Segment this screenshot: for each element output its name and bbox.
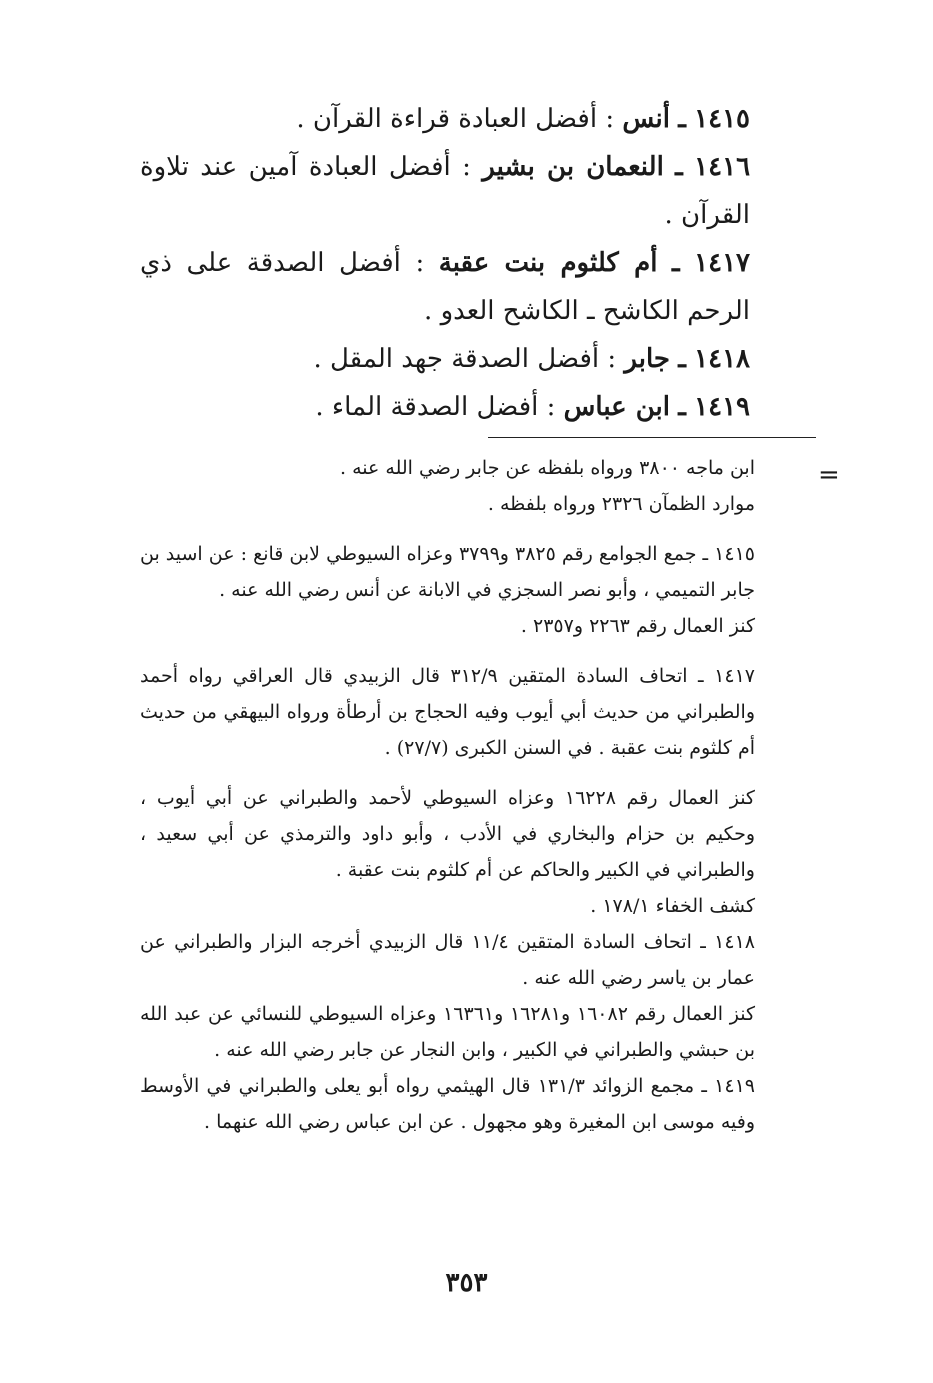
footnote-continued-line: موارد الظمآن ٢٣٢٦ ورواه بلفظه . bbox=[487, 493, 755, 515]
footnote-continued-line: ابن ماجه ٣٨٠٠ ورواه بلفظه عن جابر رضي الله عنه . bbox=[340, 457, 755, 479]
footnotes bbox=[140, 450, 815, 1140]
narrator-name: أنس bbox=[622, 104, 670, 134]
footnote-1417: ١٤١٧ ـ اتحاف السادة المتقين ٣١٢/٩ قال الزبيدي قال العراقي رواه أحمد والطبراني من حديث أبي أيوب وفيه الحجاج بن أرطأة ورواه البيهقي من حديث أم كلثوم بنت عقبة . في السنن الكبرى (٢٧/٧) . bbox=[140, 665, 755, 759]
entry-number: ١٤١٦ bbox=[694, 152, 751, 182]
narrator-name: أم كلثوم بنت عقبة bbox=[438, 248, 658, 278]
hadith-text: أفضل العبادة قراءة القرآن . bbox=[296, 104, 598, 134]
narrator-name: ابن عباس bbox=[563, 392, 670, 422]
footnote-divider bbox=[488, 437, 816, 438]
hadith-text: أفضل الصدقة الماء . bbox=[315, 392, 539, 422]
entry-number: ١٤١٩ bbox=[694, 392, 750, 422]
footnote-1417-ref2: كشف الخفاء ١٧٨/١ . bbox=[590, 895, 755, 917]
hadith-entry-1415: ١٤١٥ ـ أنس : أفضل العبادة قراءة القرآن . bbox=[296, 104, 750, 134]
hadith-text: أفضل العبادة آمين عند تلاوة القرآن . bbox=[140, 152, 750, 230]
footnote-1415-ref: كنز العمال رقم ٢٢٦٣ و٢٣٥٧ . bbox=[520, 615, 755, 637]
hadith-entry-1418: ١٤١٨ ـ جابر : أفضل الصدقة جهد المقل . bbox=[313, 344, 750, 374]
main-text bbox=[140, 95, 815, 431]
footnote-1417-ref: كنز العمال رقم ١٦٢٢٨ وعزاه السيوطي لأحمد والطبراني عن أبي أيوب ، وحكيم بن حزام والبخاري في الأدب ، وأبو داود والترمذي عن أبي سعيد ، والطبراني في الكبير والحاكم عن أم كلثوم بنت عقبة . bbox=[140, 787, 755, 881]
footnote-1415: ١٤١٥ ـ جمع الجوامع رقم ٣٨٢٥ و٣٧٩٩ وعزاه السيوطي لابن قانع : عن اسيد بن جابر التميمي ، وأبو نصر السجزي في الابانة عن أنس رضي الله عنه . bbox=[140, 543, 755, 601]
hadith-text: أفضل الصدقة جهد المقل . bbox=[313, 344, 600, 374]
narrator-name: النعمان بن بشير bbox=[482, 152, 664, 182]
hadith-entry-1417: ١٤١٧ ـ أم كلثوم بنت عقبة : أفضل الصدقة على ذي الرحم الكاشح ـ الكاشح العدو . bbox=[140, 248, 750, 326]
hadith-entry-1419: ١٤١٩ ـ ابن عباس : أفضل الصدقة الماء . bbox=[315, 392, 750, 422]
hadith-text: أفضل الصدقة على ذي الرحم الكاشح ـ الكاشح العدو . bbox=[140, 248, 750, 326]
entry-number: ١٤١٧ bbox=[694, 248, 750, 278]
continuation-mark: = bbox=[818, 460, 840, 490]
footnote-1418: ١٤١٨ ـ اتحاف السادة المتقين ١١/٤ قال الزبيدي أخرجه البزار والطبراني عن عمار بن ياسر رضي الله عنه . bbox=[140, 931, 755, 989]
hadith-entry-1416: ١٤١٦ ـ النعمان بن بشير : أفضل العبادة آمين عند تلاوة القرآن . bbox=[140, 152, 751, 230]
narrator-name: جابر bbox=[624, 344, 670, 374]
page-number: ٣٥٣ bbox=[445, 1268, 488, 1298]
entry-number: ١٤١٥ bbox=[694, 104, 750, 134]
footnote-1419: ١٤١٩ ـ مجمع الزوائد ١٣١/٣ قال الهيثمي رواه أبو يعلى والطبراني في الأوسط وفيه موسى ابن المغيرة وهو مجهول . عن ابن عباس رضي الله عنهما . bbox=[140, 1075, 755, 1133]
footnote-1418-ref: كنز العمال رقم ١٦٠٨٢ و١٦٢٨١ و١٦٣٦١ وعزاه السيوطي للنسائي عن عبد الله بن حبشي والطبراني في الكبير ، وابن النجار عن جابر رضي الله عنه . bbox=[140, 1003, 756, 1061]
entry-number: ١٤١٨ bbox=[694, 344, 750, 374]
